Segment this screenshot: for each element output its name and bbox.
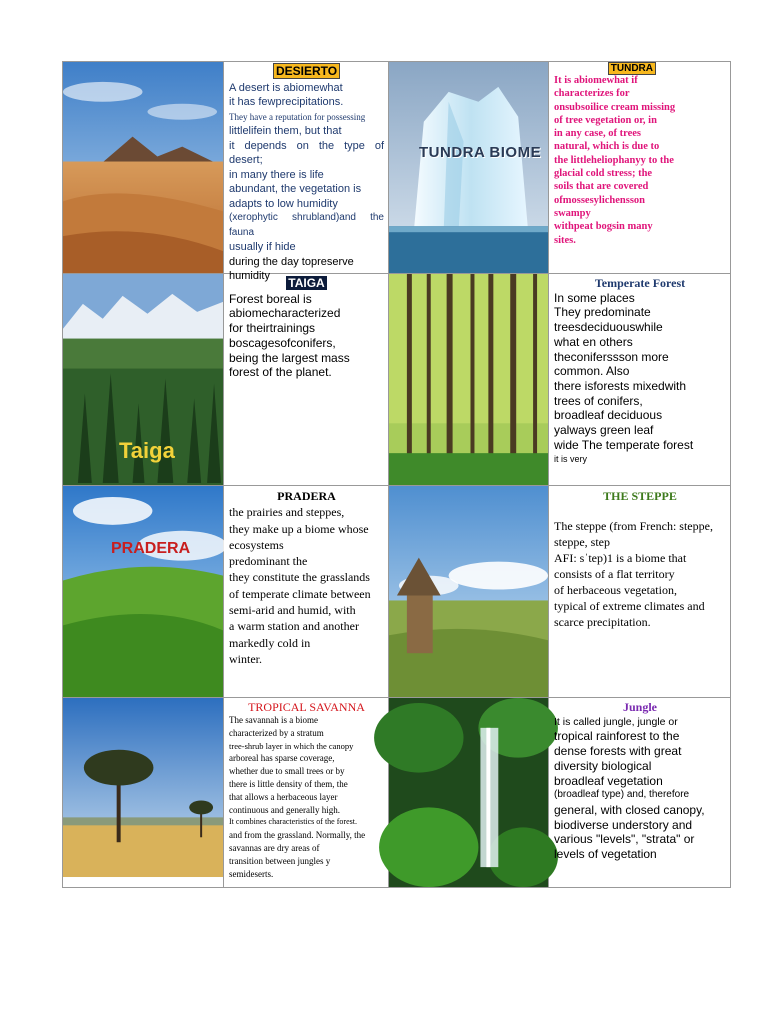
- temperate-line: wide The temperate forest: [554, 437, 694, 452]
- jungle-line: biodiverse understory and: [554, 817, 693, 832]
- temperate-line: what en others: [554, 334, 633, 349]
- desert-line: They have a reputation for possessing: [229, 111, 366, 122]
- temperate-line: In some places: [554, 290, 635, 305]
- pradera-line: they make up a biome whose: [229, 521, 369, 536]
- pradera-image-label: PRADERA: [111, 540, 191, 557]
- temperate-text-cell: [549, 274, 731, 486]
- desert-heading: DESIERTO: [273, 63, 340, 79]
- taiga-line: for theirtrainings: [229, 321, 316, 336]
- tundra-picture: [389, 62, 548, 273]
- steppe-line: of herbaceous vegetation,: [554, 583, 677, 597]
- jungle-line: broadleaf vegetation: [554, 773, 663, 788]
- jungle-line: various "levels", "strata" or: [554, 832, 695, 847]
- jungle-line: (broadleaf type) and, therefore: [554, 789, 690, 801]
- jungle-line: general, with closed canopy,: [554, 802, 705, 817]
- jungle-line: tropical rainforest to the: [554, 729, 680, 744]
- jungle-line: dense forests with great: [554, 744, 682, 759]
- tundra-line: of tree vegetation or, in: [554, 114, 657, 126]
- desert-line: usually if hide: [229, 241, 296, 253]
- savanna-line: transition between jungles y: [229, 855, 331, 866]
- steppe-heading: THE STEPPE: [603, 489, 677, 503]
- desert-text-cell: [224, 62, 389, 282]
- temperate-line: treesdeciduouswhile: [554, 320, 663, 335]
- jungle-text-cell: [549, 698, 731, 888]
- savanna-line: semideserts.: [229, 868, 274, 879]
- temperate-line: broadleaf deciduous: [554, 408, 663, 423]
- tundra-line: soils that are covered: [554, 181, 649, 193]
- temperate-line: trees of conifers,: [554, 393, 643, 408]
- pradera-heading: PRADERA: [277, 489, 336, 503]
- savanna-line: The savannah is a biome: [229, 715, 318, 725]
- savanna-line: whether due to small trees or by: [229, 766, 345, 777]
- jungle-picture: [389, 698, 548, 887]
- pradera-picture: [63, 486, 223, 697]
- taiga-line: abiomecharacterized: [229, 306, 341, 321]
- taiga-line: boscagesofconifers,: [229, 335, 336, 350]
- temperate-line: there isforests mixedwith: [554, 378, 687, 393]
- steppe-picture: [389, 486, 548, 697]
- tundra-line: ofmossesylichensson: [554, 194, 646, 206]
- tundra-heading: TUNDRA: [608, 62, 656, 75]
- temperate-line: theconiferssson more: [554, 349, 669, 364]
- temperate-line: They predominate: [554, 305, 651, 320]
- pradera-line: winter.: [229, 651, 262, 666]
- tundra-line: the littleheliophanyy to the: [554, 154, 674, 166]
- tundra-line: withpeat bogsin many: [554, 221, 653, 233]
- tundra-line: sites.: [554, 234, 576, 246]
- pradera-line: ecosystems: [229, 537, 284, 552]
- savanna-line: characterized by a stratum: [229, 727, 324, 738]
- tundra-line: glacial cold stress; the: [554, 168, 653, 180]
- savanna-line: continuous and generally high.: [229, 804, 340, 815]
- desert-line: in many there is life: [229, 168, 324, 181]
- pradera-line: semi-arid and humid, with: [229, 603, 356, 618]
- jungle-line: It is called jungle, jungle or: [554, 715, 678, 728]
- pradera-line: of temperate climate between: [229, 586, 371, 601]
- pradera-line: the prairies and steppes,: [229, 505, 345, 520]
- biome-table: [62, 61, 731, 888]
- savanna-line: It combines characteristics of the forest.: [229, 817, 357, 827]
- steppe-line: The steppe (from French: steppe,: [554, 519, 713, 533]
- steppe-text-cell: [549, 486, 731, 698]
- desert-picture: [63, 62, 223, 273]
- savanna-line: arboreal has sparse coverage,: [229, 753, 335, 764]
- pradera-line: predominant the: [229, 554, 308, 569]
- pradera-text-cell: [224, 486, 389, 698]
- tundra-line: natural, which is due to: [554, 141, 660, 153]
- temperate-line: it is very: [554, 454, 588, 465]
- jungle-heading: Jungle: [622, 700, 657, 714]
- pradera-image: [63, 486, 224, 698]
- desert-line: during the day topreserve: [229, 255, 354, 268]
- steppe-line: steppe, step: [554, 535, 610, 549]
- jungle-line: levels of vegetation: [554, 847, 657, 862]
- tundra-image: [389, 62, 549, 274]
- steppe-line: scarce precipitation.: [554, 615, 651, 629]
- pradera-line: they constitute the grasslands: [229, 570, 370, 585]
- savanna-heading: TROPICAL SAVANNA: [248, 700, 365, 714]
- taiga-line: being the largest mass: [229, 350, 350, 365]
- steppe-image: [389, 486, 549, 698]
- jungle-image: [389, 698, 549, 888]
- taiga-line: forest of the planet.: [229, 365, 332, 380]
- taiga-image: [63, 274, 224, 486]
- temperate-heading: Temperate Forest: [594, 276, 686, 290]
- temperate-picture: [389, 274, 548, 485]
- tundra-line: onsubsoilice cream missing: [554, 101, 676, 113]
- desert-line: it has fewprecipitations.: [229, 96, 344, 108]
- pradera-line: markedly cold in: [229, 635, 311, 650]
- desert-line: abundant, the vegetation is: [229, 183, 362, 195]
- tundra-text-cell: [549, 62, 731, 274]
- desert-line: littlelifein them, but that: [229, 125, 342, 137]
- temperate-line: common. Also: [554, 364, 630, 379]
- temperate-image: [389, 274, 549, 486]
- temperate-line: yalways green leaf: [554, 423, 654, 438]
- desert-line: (xerophytic shrubland)and the fauna: [229, 212, 384, 238]
- taiga-heading: TAIGA: [288, 276, 325, 290]
- steppe-line: AFI: sˈtep)1 is a biome that: [554, 551, 687, 565]
- savanna-picture: [63, 698, 223, 887]
- desert-image: [63, 62, 224, 274]
- pradera-line: a warm station and another: [229, 619, 359, 634]
- tundra-line: swampy: [554, 207, 591, 219]
- tundra-line: in any case, of trees: [554, 128, 641, 140]
- tundra-line: It is abiomewhat if: [554, 75, 638, 86]
- desert-line: adapts to low humidity: [229, 197, 338, 210]
- jungle-line: diversity biological: [554, 758, 652, 773]
- savanna-line: there is little density of them, the: [229, 778, 348, 789]
- savanna-line: and from the grassland. Normally, the: [229, 830, 366, 841]
- tundra-line: characterizes for: [554, 88, 630, 100]
- steppe-line: consists of a flat territory: [554, 567, 675, 581]
- taiga-line: Forest boreal is: [229, 291, 312, 306]
- taiga-image-label: Taiga: [119, 438, 175, 463]
- savanna-line: that allows a herbaceous layer: [229, 791, 338, 802]
- desert-line: A desert is abiomewhat: [229, 81, 343, 94]
- savanna-text-cell: [224, 698, 389, 888]
- steppe-line: typical of extreme climates and: [554, 599, 705, 613]
- savanna-line: savannas are dry areas of: [229, 842, 320, 853]
- desert-line: humidity: [229, 270, 270, 282]
- savanna-image: [63, 698, 224, 888]
- savanna-line: tree-shrub layer in which the canopy: [229, 740, 354, 751]
- desert-line: it depends on the type of desert;: [229, 139, 384, 166]
- tundra-image-label: TUNDRA BIOME: [419, 144, 542, 161]
- taiga-text-cell: [224, 274, 389, 486]
